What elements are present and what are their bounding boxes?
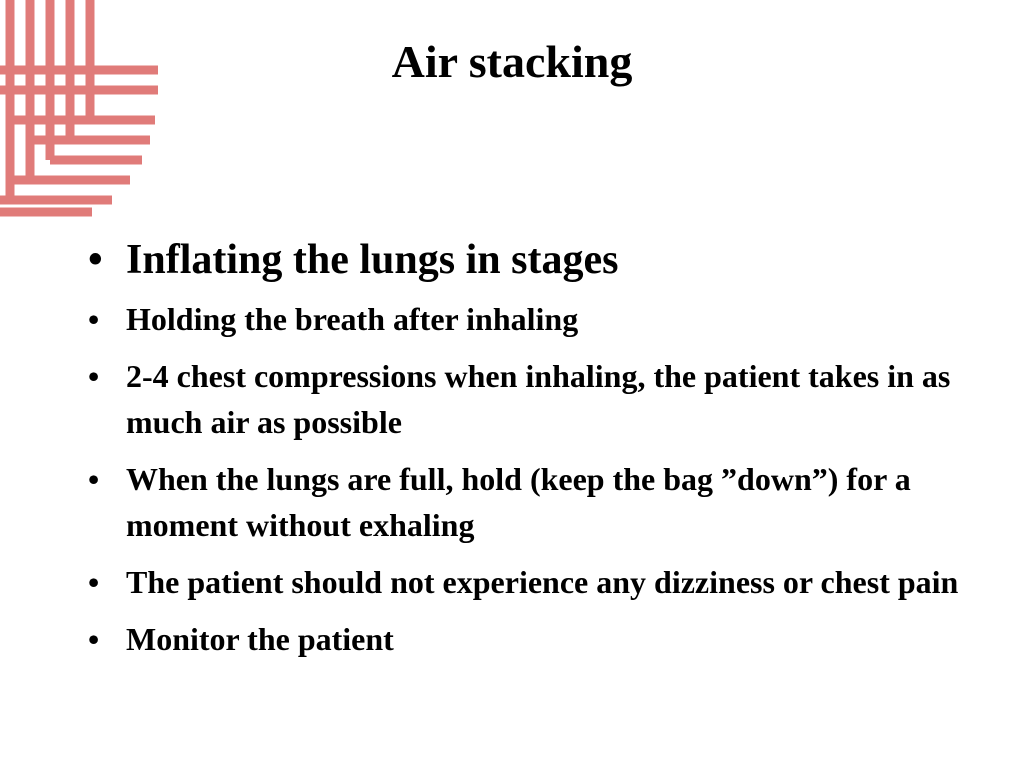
- bullet-dot-icon: •: [88, 301, 100, 337]
- cross-logo-icon: [0, 0, 160, 220]
- bullet-text: The patient should not experience any dizziness or chest pain: [126, 564, 959, 600]
- bullet-item: [86, 616, 996, 662]
- bullet-dot-icon: •: [88, 358, 100, 394]
- bullet-text: Monitor the patient: [126, 621, 394, 657]
- bullet-dot-icon: •: [88, 564, 100, 600]
- bullet-item: [86, 353, 996, 445]
- bullet-item: [86, 559, 996, 605]
- bullet-item: [86, 456, 996, 548]
- bullet-dot-icon: •: [88, 461, 100, 497]
- bullet-text: Inflating the lungs in stages: [126, 237, 619, 283]
- bullet-dot-icon: •: [88, 237, 103, 283]
- bullet-list: [86, 230, 996, 673]
- bullet-dot-icon: •: [88, 621, 100, 657]
- bullet-text: 2-4 chest compressions when inhaling, the patient takes in as much air as possible: [126, 358, 951, 440]
- slide-title: Air stacking: [391, 36, 633, 87]
- bullet-item: [86, 230, 996, 290]
- bullet-text: Holding the breath after inhaling: [126, 301, 579, 337]
- bullet-item: [86, 296, 996, 342]
- bullet-text: When the lungs are full, hold (keep the bag ”down”) for a moment without exhaling: [126, 461, 911, 543]
